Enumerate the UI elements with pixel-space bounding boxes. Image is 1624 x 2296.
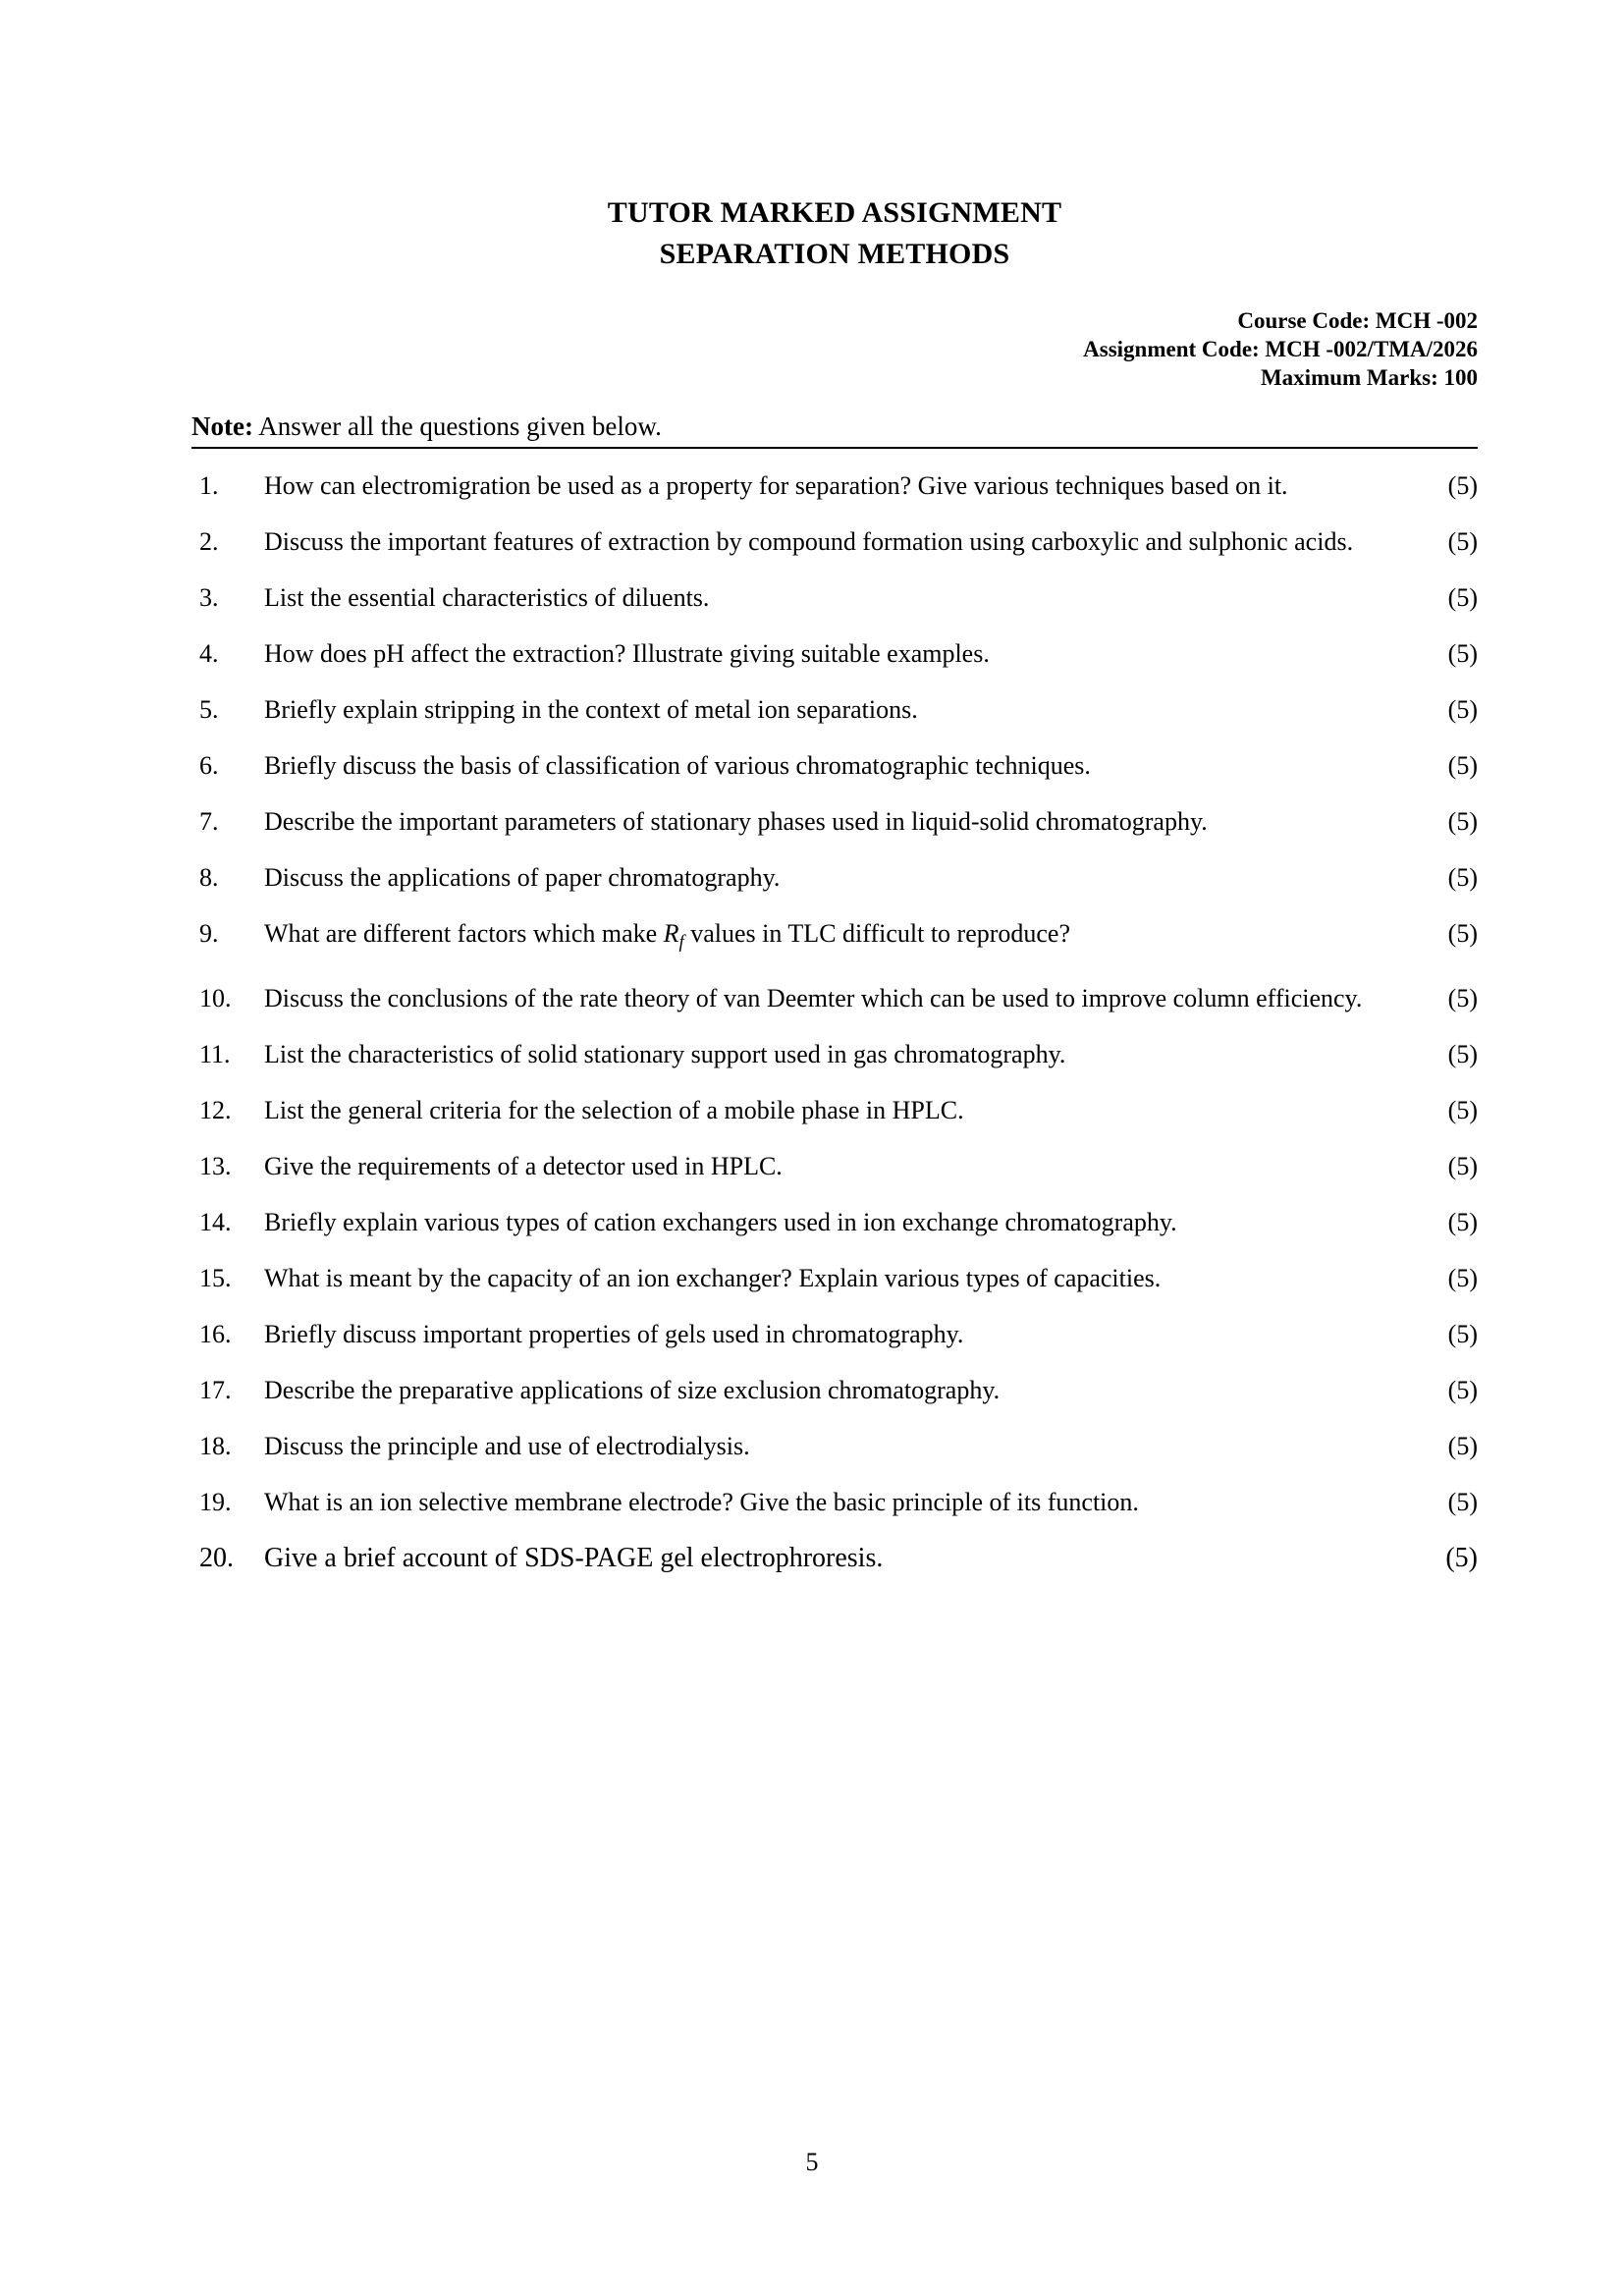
question-text [264, 746, 1401, 786]
question-text [264, 979, 1401, 1018]
question-row [191, 746, 1478, 786]
question-row [191, 1371, 1478, 1410]
question-row [191, 1427, 1478, 1466]
question-number: 7. [199, 807, 219, 836]
question-number: 18. [199, 1432, 232, 1461]
note-label: Note: [191, 411, 253, 441]
question-row [191, 802, 1478, 842]
question-number: 16. [199, 1320, 232, 1349]
question-text [264, 1147, 1401, 1186]
question-number: 8. [199, 863, 219, 892]
question-number: 6. [199, 751, 219, 780]
question-text-part: How can electromigration be used as a property for separation? Give various techniques based on it. [264, 471, 1288, 500]
question-marks: (5) [1447, 1152, 1478, 1181]
question-number: 9. [199, 919, 219, 948]
question-text [264, 634, 1401, 674]
question-text [264, 690, 1401, 730]
question-row [191, 1147, 1478, 1186]
question-row [191, 522, 1478, 562]
question-marks: (5) [1447, 471, 1478, 500]
question-marks: (5) [1447, 1320, 1478, 1349]
question-text-part: Discuss the applications of paper chromatography. [264, 863, 781, 892]
symbol-letter: R [663, 919, 679, 948]
course-meta-block [191, 306, 1478, 392]
question-text-part: values in TLC difficult to reproduce? [683, 919, 1071, 948]
question-number: 4. [199, 639, 219, 668]
question-text [264, 802, 1401, 842]
question-text-part: What is an ion selective membrane electrode? Give the basic principle of its function. [264, 1488, 1139, 1517]
question-row [191, 1259, 1478, 1298]
question-row [191, 1483, 1478, 1522]
question-row [191, 1315, 1478, 1354]
retention-factor-symbol [663, 919, 684, 954]
question-marks: (5) [1447, 751, 1478, 780]
question-row [191, 1035, 1478, 1074]
question-marks: (5) [1447, 1432, 1478, 1461]
question-text-part: Describe the preparative applications of size exclusion chromatography. [264, 1376, 1001, 1405]
question-marks: (5) [1447, 1040, 1478, 1069]
question-text-part: What is meant by the capacity of an ion exchanger? Explain various types of capacities. [264, 1264, 1162, 1293]
question-text-part: How does pH affect the extraction? Illustrate giving suitable examples. [264, 639, 990, 668]
question-marks: (5) [1447, 527, 1478, 556]
question-marks: (5) [1447, 1096, 1478, 1125]
question-text [264, 466, 1401, 506]
question-text-part: Discuss the important features of extraction by compound formation using carboxylic and sulphonic acids. [264, 527, 1354, 556]
question-text [264, 1203, 1401, 1242]
question-number: 19. [199, 1488, 232, 1517]
question-number: 5. [199, 695, 219, 724]
question-row [191, 1203, 1478, 1242]
assignment-code: Assignment Code: MCH -002/TMA/2026 [1083, 337, 1478, 361]
question-marks: (5) [1447, 1488, 1478, 1517]
question-marks: (5) [1447, 1208, 1478, 1237]
question-number: 13. [199, 1152, 232, 1181]
question-text-part: Briefly discuss the basis of classification of various chromatographic techniques. [264, 751, 1091, 780]
question-text-part: Describe the important parameters of stationary phases used in liquid-solid chromatography. [264, 807, 1208, 836]
question-row [191, 634, 1478, 674]
note-line [191, 410, 1478, 449]
question-text [264, 1371, 1401, 1410]
question-number: 10. [199, 984, 232, 1013]
page-content [191, 0, 1478, 1595]
question-text-part: List the essential characteristics of diluents. [264, 583, 710, 612]
document-title-block [191, 0, 1478, 275]
question-text-part: Discuss the conclusions of the rate theory of van Deemter which can be used to improve column efficiency. [264, 984, 1363, 1013]
question-row [191, 466, 1478, 506]
maximum-marks: Maximum Marks: 100 [1260, 365, 1478, 390]
question-text [264, 1427, 1401, 1466]
question-row [191, 1091, 1478, 1130]
question-number: 2. [199, 527, 219, 556]
question-text-part: Briefly discuss important properties of gels used in chromatography. [264, 1320, 964, 1349]
question-number: 17. [199, 1376, 232, 1405]
question-marks: (5) [1447, 919, 1478, 948]
question-number: 3. [199, 583, 219, 612]
question-text-part: What are different factors which make [264, 919, 664, 948]
question-row [191, 858, 1478, 898]
question-marks: (5) [1447, 695, 1478, 724]
question-text [264, 1539, 1401, 1578]
question-marks: (5) [1447, 1264, 1478, 1293]
question-marks: (5) [1447, 639, 1478, 668]
question-number: 1. [199, 471, 219, 500]
question-text-part: Give the requirements of a detector used in HPLC. [264, 1152, 783, 1181]
questions-list [191, 466, 1478, 1578]
symbol-subscript: f [678, 932, 684, 954]
question-row [191, 1539, 1478, 1578]
question-marks: (5) [1447, 1376, 1478, 1405]
question-text [264, 578, 1401, 618]
question-text-part: Give a brief account of SDS-PAGE gel electrophroresis. [264, 1543, 884, 1574]
question-text-part: Briefly explain stripping in the context of metal ion separations. [264, 695, 918, 724]
question-text [264, 1259, 1401, 1298]
question-text-part: Briefly explain various types of cation exchangers used in ion exchange chromatography. [264, 1208, 1177, 1237]
question-number: 14. [199, 1208, 232, 1237]
question-row [191, 690, 1478, 730]
page-title-line-2: SEPARATION METHODS [659, 238, 1010, 270]
question-number: 15. [199, 1264, 232, 1293]
question-number: 11. [199, 1040, 231, 1069]
question-text [264, 858, 1401, 898]
page-title-line-1: TUTOR MARKED ASSIGNMENT [607, 196, 1062, 229]
question-text [264, 1315, 1401, 1354]
page-number: 5 [805, 2148, 819, 2176]
course-code: Course Code: MCH -002 [1237, 308, 1478, 333]
question-marks: (5) [1447, 863, 1478, 892]
question-marks: (5) [1447, 984, 1478, 1013]
question-marks: (5) [1445, 1543, 1478, 1574]
question-marks: (5) [1447, 807, 1478, 836]
question-text [264, 1091, 1401, 1130]
question-text [264, 522, 1401, 562]
question-text-part: List the characteristics of solid stationary support used in gas chromatography. [264, 1040, 1066, 1069]
question-number: 12. [199, 1096, 232, 1125]
question-row [191, 914, 1478, 962]
question-row [191, 979, 1478, 1018]
question-row [191, 578, 1478, 618]
question-number: 20. [199, 1543, 234, 1574]
question-text-part: List the general criteria for the selection of a mobile phase in HPLC. [264, 1096, 964, 1125]
question-text-part: Discuss the principle and use of electrodialysis. [264, 1432, 750, 1461]
question-text [264, 914, 1401, 962]
note-text: Answer all the questions given below. [252, 411, 662, 441]
question-text [264, 1035, 1401, 1074]
question-text [264, 1483, 1401, 1522]
question-marks: (5) [1447, 583, 1478, 612]
